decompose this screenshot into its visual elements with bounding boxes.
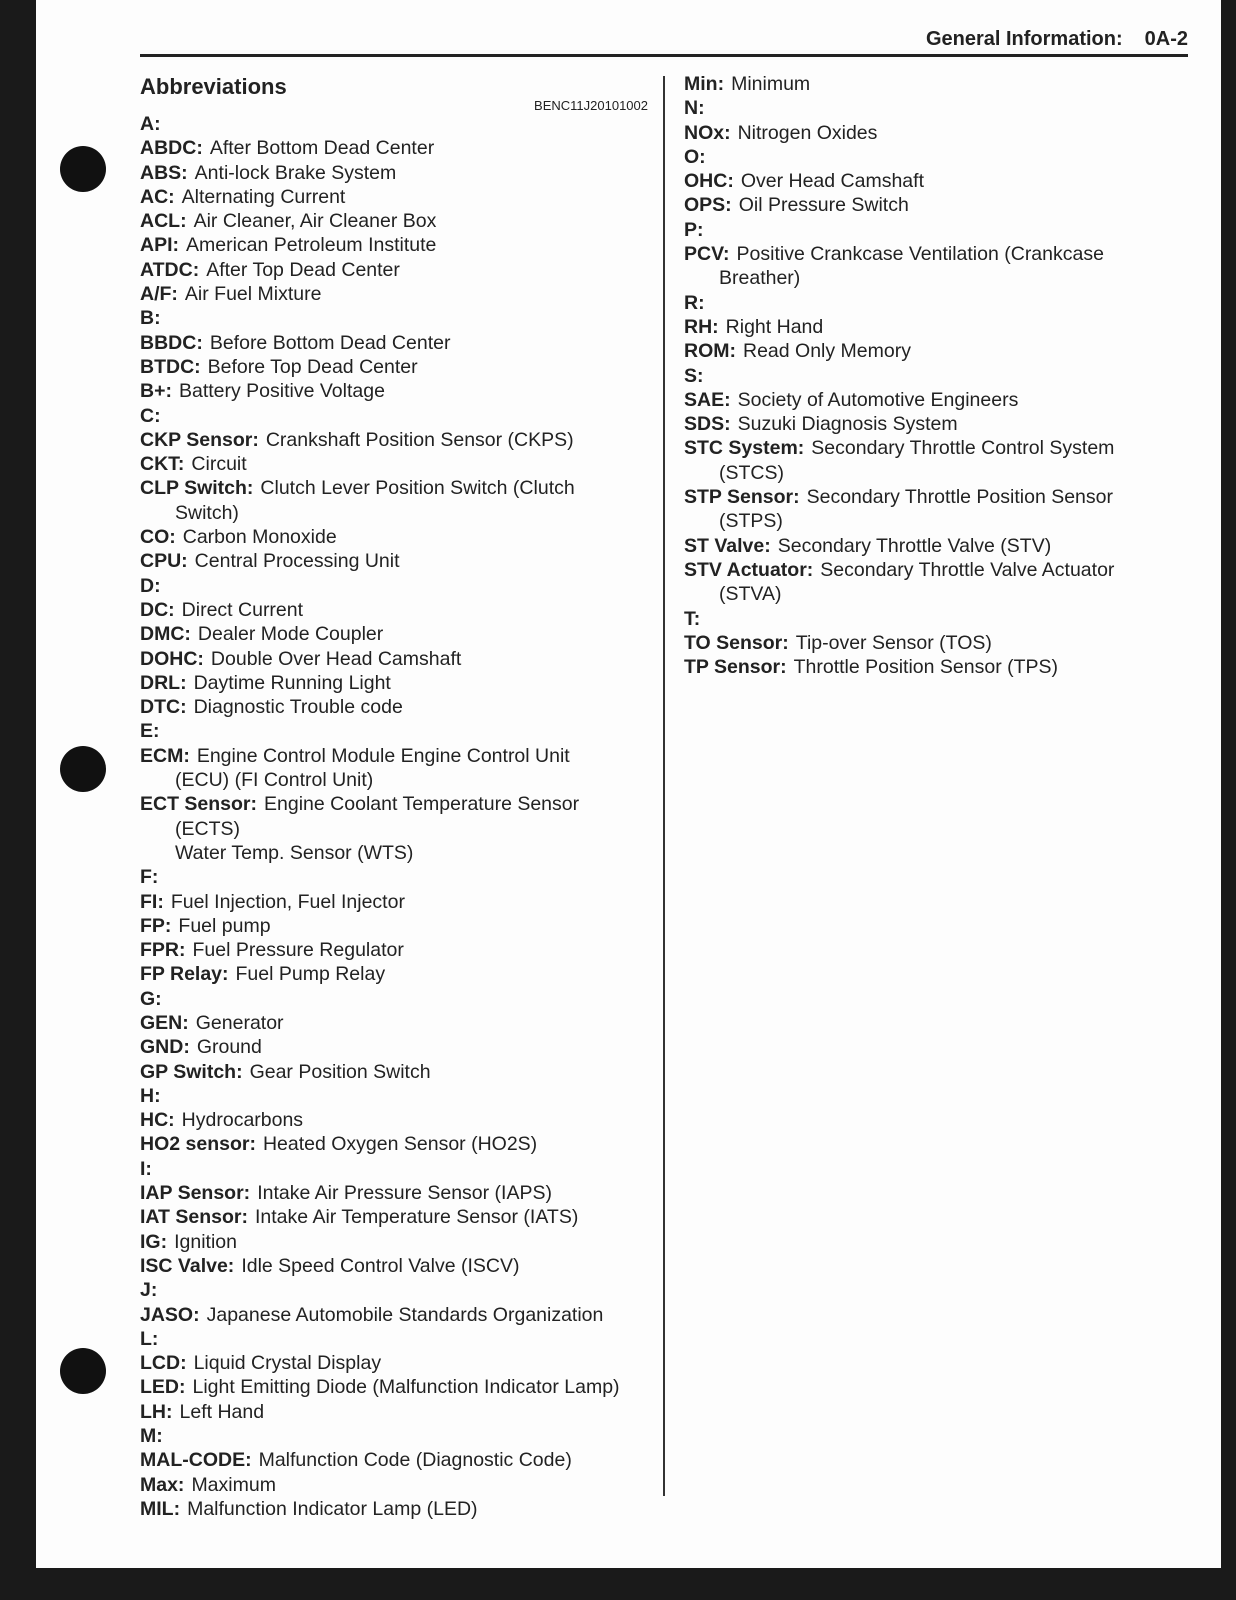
abbreviation-term: TP Sensor: <box>684 656 787 679</box>
abbreviation-term: IAT Sensor: <box>140 1206 248 1229</box>
entry-continuation: (STCS) <box>719 461 784 484</box>
abbreviation-definition: Dealer Mode Coupler <box>197 623 384 646</box>
abbreviation-definition: Tip-over Sensor (TOS) <box>795 631 992 654</box>
abbreviation-term: TO Sensor: <box>684 631 789 654</box>
abbreviation-definition: Alternating Current <box>181 185 346 208</box>
abbreviation-entry <box>140 962 650 986</box>
abbreviation-term: SDS: <box>684 413 731 436</box>
letter-heading: E: <box>140 720 160 743</box>
abbreviation-term: ABDC: <box>140 137 203 160</box>
abbreviation-definition: Secondary Throttle Valve Actuator <box>820 558 1115 581</box>
abbreviation-entry <box>140 938 650 962</box>
column-divider <box>663 76 665 1496</box>
abbreviation-term: CKT: <box>140 453 185 476</box>
letter-heading: H: <box>140 1084 161 1107</box>
abbreviation-term: BBDC: <box>140 331 203 354</box>
letter-heading: T: <box>684 607 701 630</box>
abbreviation-term: ACL: <box>140 210 187 233</box>
abbreviation-definition: Engine Coolant Temperature Sensor <box>264 793 580 816</box>
abbreviation-entry <box>684 655 1164 679</box>
letter-heading: M: <box>140 1425 163 1448</box>
abbreviation-entry <box>684 412 1164 436</box>
page-code: 0A-2 <box>1144 28 1188 50</box>
abbreviation-definition: Left Hand <box>179 1400 265 1423</box>
entry-continuation: (ECU) (FI Control Unit) <box>175 769 374 792</box>
abbreviation-entry <box>684 72 1164 96</box>
entry-continuation: (ECTS) <box>175 817 240 840</box>
letter-heading: P: <box>684 218 704 241</box>
letter-heading: B: <box>140 307 161 330</box>
abbreviation-definition: Throttle Position Sensor (TPS) <box>793 656 1059 679</box>
abbreviation-entry <box>140 428 650 452</box>
abbreviation-term: LED: <box>140 1376 186 1399</box>
abbreviation-entry <box>684 242 1164 266</box>
abbreviation-definition: Clutch Lever Position Switch (Clutch <box>260 477 575 500</box>
abbreviation-definition: Central Processing Unit <box>194 550 400 573</box>
abbreviation-entry <box>140 282 650 306</box>
abbreviation-term: BTDC: <box>140 355 201 378</box>
abbreviation-entry <box>684 193 1164 217</box>
abbreviation-term: OHC: <box>684 170 734 193</box>
abbreviation-entry <box>140 161 650 185</box>
abbreviation-entry <box>140 792 650 816</box>
abbreviation-term: NOx: <box>684 121 731 144</box>
letter-heading: L: <box>140 1327 159 1350</box>
abbreviation-term: DTC: <box>140 696 187 719</box>
abbreviation-entry <box>140 233 650 257</box>
entry-continuation: Switch) <box>175 501 239 524</box>
abbreviation-entry <box>684 388 1164 412</box>
abbreviation-entry <box>140 1473 650 1497</box>
abbreviation-entry <box>140 890 650 914</box>
abbreviation-entry <box>140 1011 650 1035</box>
abbreviation-entry <box>140 1035 650 1059</box>
abbreviation-entry <box>684 558 1164 582</box>
abbreviation-definition: Fuel Pump Relay <box>235 963 386 986</box>
abbreviation-entry <box>140 1303 650 1327</box>
abbreviation-term: A/F: <box>140 283 178 306</box>
scan-bottom-edge <box>0 1568 1236 1600</box>
abbreviation-definition: Before Bottom Dead Center <box>209 331 451 354</box>
letter-heading: C: <box>140 404 161 427</box>
abbreviation-term: GP Switch: <box>140 1060 243 1083</box>
abbreviation-entry <box>140 1181 650 1205</box>
abbreviation-definition: Daytime Running Light <box>193 671 391 694</box>
abbreviation-definition: Direct Current <box>181 598 304 621</box>
abbreviation-term: DOHC: <box>140 647 204 670</box>
abbreviation-definition: Intake Air Pressure Sensor (IAPS) <box>257 1182 552 1205</box>
abbreviation-term: STV Actuator: <box>684 558 814 581</box>
abbreviation-term: LH: <box>140 1400 173 1423</box>
abbreviation-entry <box>684 534 1164 558</box>
abbreviation-term: CPU: <box>140 550 188 573</box>
abbreviation-entry <box>684 485 1164 509</box>
abbreviation-term: SAE: <box>684 388 731 411</box>
abbreviation-term: RH: <box>684 315 719 338</box>
abbreviation-entry <box>140 1108 650 1132</box>
abbreviation-definition: Crankshaft Position Sensor (CKPS) <box>265 428 574 451</box>
letter-heading: D: <box>140 574 161 597</box>
abbreviation-definition: Fuel Injection, Fuel Injector <box>170 890 405 913</box>
scan-right-edge <box>1221 0 1236 1600</box>
abbreviation-definition: Before Top Dead Center <box>207 355 418 378</box>
abbreviation-entry <box>140 695 650 719</box>
abbreviation-term: B+: <box>140 380 172 403</box>
abbreviation-term: CKP Sensor: <box>140 428 259 451</box>
abbreviation-entry <box>684 121 1164 145</box>
abbreviation-entry <box>140 1497 650 1521</box>
abbreviation-entry <box>140 598 650 622</box>
abbreviation-entry <box>140 1400 650 1424</box>
abbreviation-term: CLP Switch: <box>140 477 254 500</box>
abbreviation-entry <box>140 136 650 160</box>
abbreviation-term: ECM: <box>140 744 190 767</box>
letter-heading: R: <box>684 291 705 314</box>
entry-continuation: (STVA) <box>719 583 782 606</box>
abbreviation-term: FP Relay: <box>140 963 229 986</box>
abbreviation-definition: After Top Dead Center <box>206 258 400 281</box>
abbreviation-entry <box>140 331 650 355</box>
abbreviation-definition: Gear Position Switch <box>249 1060 431 1083</box>
abbreviation-entry <box>140 1448 650 1472</box>
abbreviation-definition: Maximum <box>191 1473 276 1496</box>
abbreviation-definition: Carbon Monoxide <box>182 526 337 549</box>
abbreviation-entry <box>684 315 1164 339</box>
abbreviation-definition: Right Hand <box>725 315 824 338</box>
letter-heading: J: <box>140 1279 158 1302</box>
abbreviation-definition: Intake Air Temperature Sensor (IATS) <box>254 1206 579 1229</box>
abbreviation-entry <box>140 622 650 646</box>
abbreviation-entry <box>140 355 650 379</box>
header-rule <box>140 54 1188 57</box>
abbreviation-entry <box>140 1230 650 1254</box>
abbreviation-definition: Diagnostic Trouble code <box>193 696 403 719</box>
abbreviation-term: API: <box>140 234 179 257</box>
abbreviation-definition: Generator <box>195 1011 284 1034</box>
abbreviation-term: Min: <box>684 73 725 95</box>
letter-heading: N: <box>684 97 705 120</box>
binder-hole <box>60 1348 106 1394</box>
abbreviation-term: MAL-CODE: <box>140 1449 252 1472</box>
abbreviation-term: STC System: <box>684 437 805 460</box>
abbreviation-entry <box>140 258 650 282</box>
abbreviation-definition: Anti-lock Brake System <box>194 161 397 184</box>
abbreviation-term: FP: <box>140 914 172 937</box>
entry-continuation: Water Temp. Sensor (WTS) <box>175 841 414 864</box>
abbreviation-term: GEN: <box>140 1011 189 1034</box>
binder-hole <box>60 146 106 192</box>
abbreviation-entry <box>140 525 650 549</box>
abbreviation-term: CO: <box>140 526 176 549</box>
abbreviation-list-right <box>684 72 1164 679</box>
abbreviation-entry <box>140 914 650 938</box>
abbreviation-term: DMC: <box>140 623 191 646</box>
abbreviation-definition: Read Only Memory <box>743 340 911 363</box>
abbreviation-definition: Secondary Throttle Valve (STV) <box>777 534 1052 557</box>
abbreviation-term: LCD: <box>140 1352 187 1375</box>
abbreviation-definition: Fuel pump <box>178 914 271 937</box>
abbreviation-definition: Light Emitting Diode (Malfunction Indicator Lamp) <box>192 1376 620 1399</box>
abbreviation-definition: Society of Automotive Engineers <box>737 388 1019 411</box>
abbreviation-term: AC: <box>140 185 175 208</box>
abbreviation-entry <box>140 1205 650 1229</box>
abbreviation-definition: Malfunction Indicator Lamp (LED) <box>187 1497 478 1520</box>
abbreviation-term: GND: <box>140 1036 190 1059</box>
abbreviation-entry <box>140 1060 650 1084</box>
abbreviation-entry <box>140 1254 650 1278</box>
abbreviation-list-left <box>140 112 650 1521</box>
abbreviation-definition: Battery Positive Voltage <box>178 380 385 403</box>
letter-heading: O: <box>684 145 706 168</box>
header-title: General Information: <box>925 28 1123 50</box>
abbreviation-entry <box>140 671 650 695</box>
abbreviation-entry <box>140 379 650 403</box>
abbreviation-definition: Engine Control Module Engine Control Unit <box>196 744 570 767</box>
abbreviation-definition: Over Head Camshaft <box>740 170 924 193</box>
section-title: Abbreviations <box>140 74 287 99</box>
abbreviation-term: DRL: <box>140 671 187 694</box>
abbreviation-definition: Oil Pressure Switch <box>738 194 909 217</box>
right-column <box>684 72 1164 679</box>
abbreviation-entry <box>140 744 650 768</box>
letter-heading: G: <box>140 987 162 1010</box>
abbreviation-definition: Secondary Throttle Position Sensor <box>806 486 1113 509</box>
reference-id: BENC11J20101002 <box>534 98 648 113</box>
abbreviation-entry <box>140 209 650 233</box>
abbreviation-definition: Nitrogen Oxides <box>737 121 878 144</box>
abbreviation-definition: Minimum <box>731 73 811 95</box>
letter-heading: A: <box>140 113 161 135</box>
abbreviation-definition: American Petroleum Institute <box>186 234 437 257</box>
abbreviation-entry <box>140 452 650 476</box>
abbreviation-entry <box>140 476 650 500</box>
abbreviation-definition: Air Cleaner, Air Cleaner Box <box>193 210 437 233</box>
abbreviation-entry <box>684 339 1164 363</box>
letter-heading: F: <box>140 866 159 889</box>
abbreviation-definition: Suzuki Diagnosis System <box>737 413 958 436</box>
abbreviation-term: HO2 sensor: <box>140 1133 256 1156</box>
abbreviation-term: FI: <box>140 890 164 913</box>
abbreviation-entry <box>684 631 1164 655</box>
abbreviation-definition: After Bottom Dead Center <box>209 137 435 160</box>
abbreviation-definition: Ground <box>196 1036 262 1059</box>
abbreviation-term: ECT Sensor: <box>140 793 258 816</box>
page-header <box>140 28 1188 51</box>
abbreviation-definition: Idle Speed Control Valve (ISCV) <box>241 1254 520 1277</box>
abbreviation-term: ISC Valve: <box>140 1254 235 1277</box>
scan-left-edge <box>0 0 36 1568</box>
abbreviation-term: HC: <box>140 1109 175 1132</box>
abbreviation-definition: Heated Oxygen Sensor (HO2S) <box>262 1133 538 1156</box>
abbreviation-term: ST Valve: <box>684 534 771 557</box>
abbreviation-term: IAP Sensor: <box>140 1182 251 1205</box>
abbreviation-entry <box>140 1351 650 1375</box>
abbreviation-term: ROM: <box>684 340 736 363</box>
abbreviation-entry <box>684 169 1164 193</box>
abbreviation-definition: Ignition <box>174 1230 237 1253</box>
abbreviation-definition: Japanese Automobile Standards Organization <box>206 1303 604 1326</box>
abbreviation-definition: Double Over Head Camshaft <box>210 647 462 670</box>
abbreviation-term: ATDC: <box>140 258 200 281</box>
abbreviation-term: IG: <box>140 1230 168 1253</box>
abbreviation-term: PCV: <box>684 243 730 266</box>
letter-heading: S: <box>684 364 704 387</box>
abbreviation-definition: Air Fuel Mixture <box>184 283 322 306</box>
abbreviation-term: Max: <box>140 1473 185 1496</box>
abbreviation-term: FPR: <box>140 939 186 962</box>
letter-heading: I: <box>140 1157 152 1180</box>
abbreviation-definition: Positive Crankcase Ventilation (Crankcase <box>736 243 1104 266</box>
abbreviation-definition: Secondary Throttle Control System <box>811 437 1115 460</box>
abbreviation-definition: Malfunction Code (Diagnostic Code) <box>258 1449 572 1472</box>
abbreviation-entry <box>140 549 650 573</box>
abbreviation-entry <box>140 1132 650 1156</box>
abbreviation-term: MIL: <box>140 1497 181 1520</box>
abbreviation-entry <box>140 647 650 671</box>
abbreviation-entry <box>140 1375 650 1399</box>
abbreviation-entry <box>684 436 1164 460</box>
binder-hole <box>60 746 106 792</box>
abbreviation-definition: Liquid Crystal Display <box>193 1352 382 1375</box>
abbreviation-definition: Hydrocarbons <box>181 1109 304 1132</box>
entry-continuation: Breather) <box>719 267 801 290</box>
abbreviation-entry <box>140 185 650 209</box>
left-column <box>140 72 650 1521</box>
abbreviation-definition: Circuit <box>191 453 247 476</box>
abbreviation-term: ABS: <box>140 161 188 184</box>
abbreviation-definition: Fuel Pressure Regulator <box>192 939 404 962</box>
abbreviation-term: JASO: <box>140 1303 200 1326</box>
entry-continuation: (STPS) <box>719 510 783 533</box>
abbreviation-term: OPS: <box>684 194 732 217</box>
abbreviation-term: STP Sensor: <box>684 486 800 509</box>
abbreviation-term: DC: <box>140 598 175 621</box>
